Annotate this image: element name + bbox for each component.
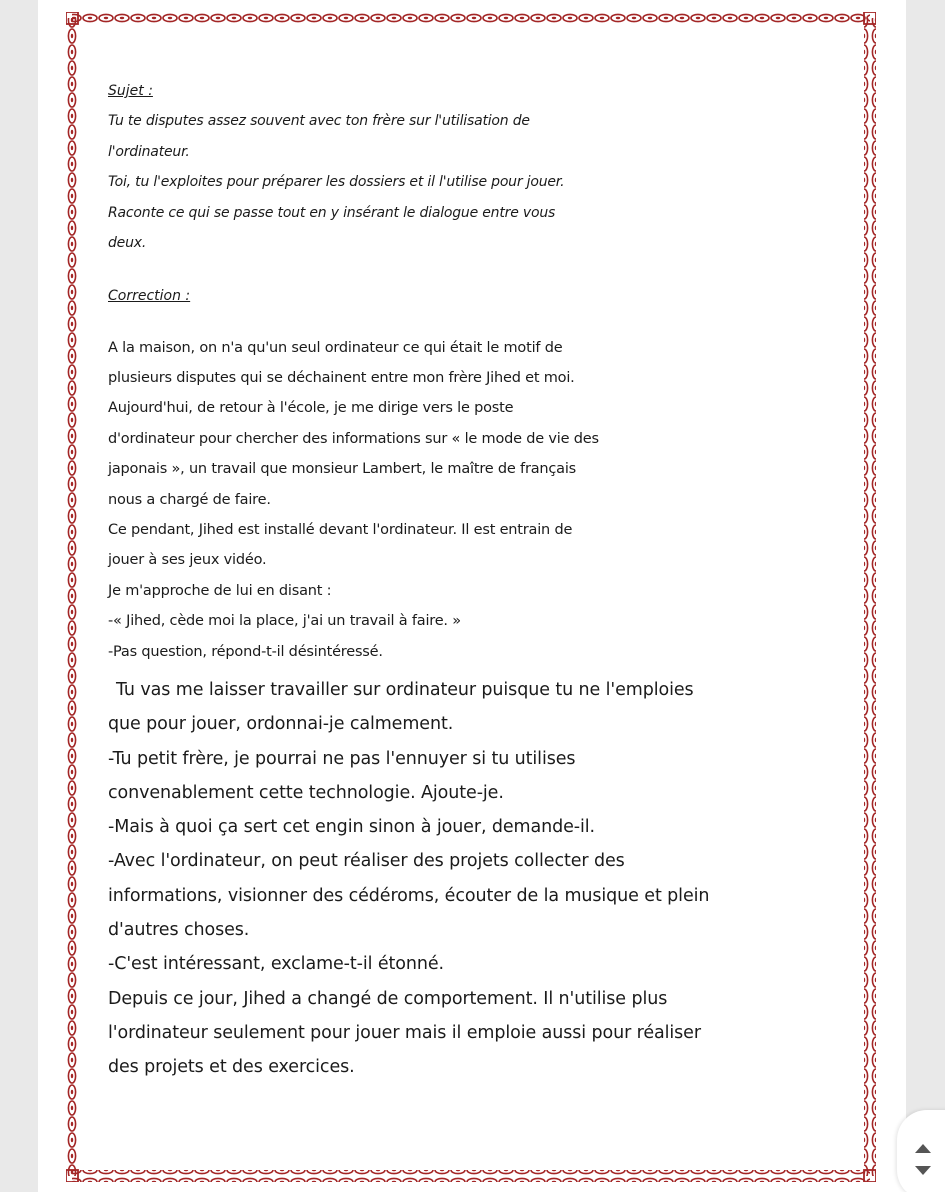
text-line: Ce pendant, Jihed est installé devant l'ordinateur. Il est entrain de: [108, 521, 573, 538]
text-line: Aujourd'hui, de retour à l'école, je me dirige vers le poste: [108, 400, 514, 417]
text-line: japonais », un travail que monsieur Lambert, le maître de français: [108, 461, 577, 478]
chevron-down-icon[interactable]: [915, 1166, 931, 1175]
text-line: Je m'approche de lui en disant :: [108, 582, 332, 599]
text-line: nous a chargé de faire.: [108, 491, 271, 508]
chevron-up-icon[interactable]: [915, 1144, 931, 1153]
dialogue-line: -Mais à quoi ça sert cet engin sinon à jouer, demande-il.: [108, 817, 595, 838]
dialogue-line: Tu vas me laisser travailler sur ordinateur puisque tu ne l'emploies: [116, 679, 694, 700]
subject-text: [108, 106, 788, 259]
subject-line: Tu te disputes assez souvent avec ton frère sur l'utilisation de: [108, 113, 530, 129]
dialogue-line: convenablement cette technologie. Ajoute-je.: [108, 782, 504, 803]
subject-line: deux.: [108, 235, 147, 251]
dialogue-line: -« Jihed, cède moi la place, j'ai un travail à faire. »: [108, 613, 461, 630]
correction-heading: Correction :: [108, 287, 191, 304]
dialogue-line: informations, visionner des cédéroms, écouter de la musique et plein: [108, 885, 710, 906]
text-line: A la maison, on n'a qu'un seul ordinateur ce qui était le motif de: [108, 339, 563, 356]
dialogue-line: d'autres choses.: [108, 920, 250, 941]
dialogue-line: -Pas question, répond-t-il désintéressé.: [108, 643, 383, 660]
subject-line: Toi, tu l'exploites pour préparer les dossiers et il l'utilise pour jouer.: [108, 174, 565, 190]
dialogue-line: -Avec l'ordinateur, on peut réaliser des projets collecter des: [108, 851, 625, 872]
dialogue-line: -Tu petit frère, je pourrai ne pas l'ennuyer si tu utilises: [108, 748, 576, 769]
scroll-control[interactable]: [897, 1110, 945, 1192]
text-line: des projets et des exercices.: [108, 1057, 355, 1078]
text-line: Depuis ce jour, Jihed a changé de comportement. Il n'utilise plus: [108, 988, 668, 1009]
dialogue-line: -C'est intéressant, exclame-t-il étonné.: [108, 954, 445, 975]
text-line: l'ordinateur seulement pour jouer mais il emploie aussi pour réaliser: [108, 1022, 701, 1043]
text-line: jouer à ses jeux vidéo.: [108, 552, 267, 569]
document-content: [108, 76, 788, 1085]
subject-line: l'ordinateur.: [108, 143, 190, 160]
correction-paragraph: [108, 333, 788, 667]
correction-dialogue: [108, 673, 788, 1085]
text-line: plusieurs disputes qui se déchainent entre mon frère Jihed et moi.: [108, 369, 575, 386]
text-line: d'ordinateur pour chercher des informations sur « le mode de vie des: [108, 430, 599, 447]
dialogue-line: que pour jouer, ordonnai-je calmement.: [108, 714, 454, 735]
subject-line: Raconte ce qui se passe tout en y insérant le dialogue entre vous: [108, 204, 556, 221]
subject-heading: Sujet :: [108, 83, 153, 99]
